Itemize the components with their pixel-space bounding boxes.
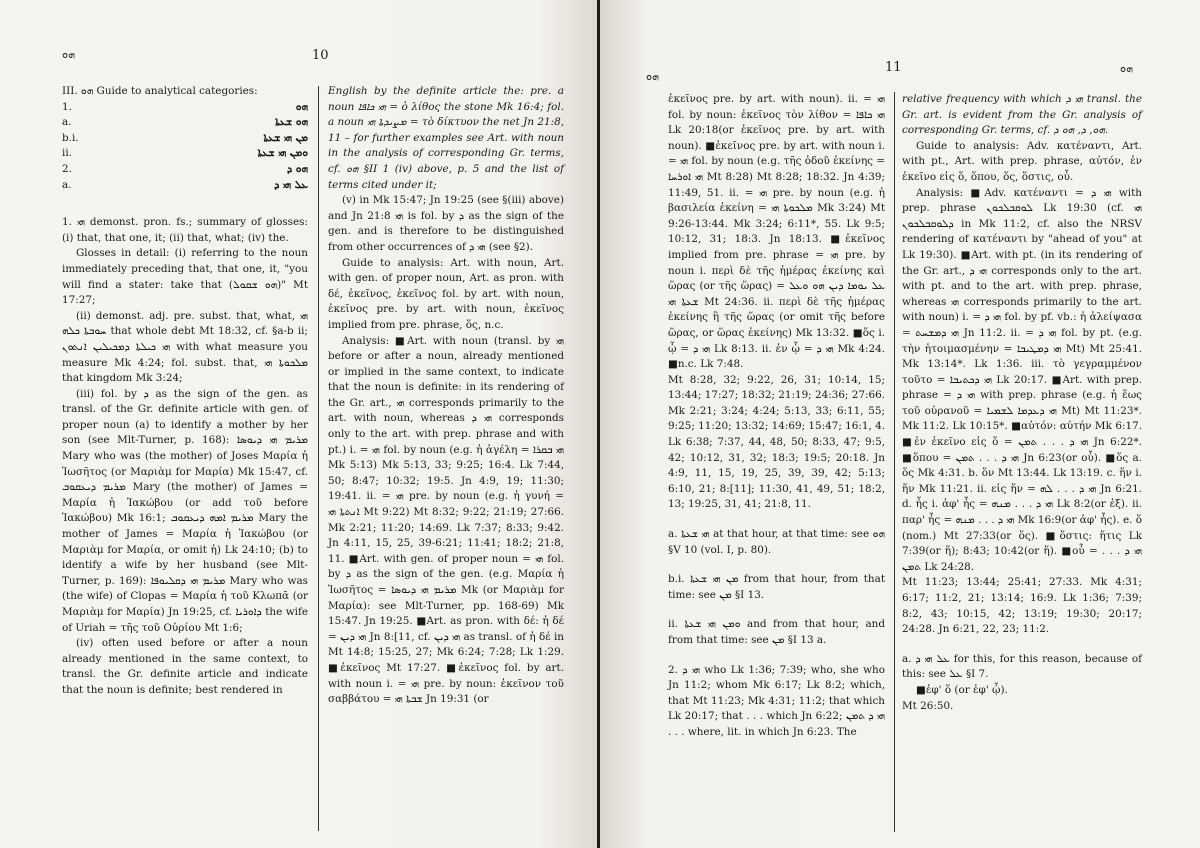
entry-summary: 1. ܗܝ demonst. pron. fs.; summary of glosses: (i) that, that one, it; (ii) that, what; (iv) the. xyxy=(62,216,309,244)
reference-list-2: Mt 11:23; 13:44; 25:41; 27:33. Mk 4:31; 6:17; 11:2, 21; 13:14; 16:9. Lk 1:36; 7:39; 8:2, 43; 10:15, 42; 13:19; 19:30; 20:17; 24:28. Jn 6:21, 22, 23; 11:2. xyxy=(902,576,1142,636)
subentry-2a-refs: Mt 26:50. xyxy=(902,699,954,712)
running-head-right-inner: ܗܘ xyxy=(646,70,660,83)
outline-row: 2. ܗܘ ܕ xyxy=(62,162,308,175)
left-column-2 xyxy=(328,84,564,708)
column-rule-left xyxy=(318,86,319,831)
guide-to-analysis: Guide to analysis: Art. with noun, Art. with gen. of proper noun, Art. as pron. with δέ, ἐκεῖνος, ἐκεῖνος fol. by art. with noun, ἐκεῖνος pre. by art. with noun, ἐκεῖνος implied from pre. phrase, ὅς, n.c. xyxy=(328,256,564,331)
category-outline xyxy=(62,100,308,194)
right-column-2 xyxy=(902,92,1142,714)
glosses-detail-ii: (ii) demonst. adj. pre. subst. that, what, ܗܝ ܚܘܒܬܐ ܟܠܗ that whole debt Mt 18:32, cf. §a-b ii; ܗܝ ܟܝܠܬܐ ܕܡܟܝܠܝܢ ܐܢܬܘܢ with what measure you measure Mk 4:24; fol. subst. that, ܡܠܟܘܬܐ ܗܝ that kingdom Mk 3:24; xyxy=(62,309,308,385)
guide-to-analysis-2: Guide to analysis: Adv. κατέναντι, Art. with pt., Art. with prep. phrase, αὐτόν, ἐν ἐκεῖνο εἰς ὅ, ὅπου, ὅς, ὅστις, οὗ. xyxy=(902,139,1142,183)
right-column-1 xyxy=(668,92,885,741)
outline-row: a. ܗܘ ܫܥܬܐ xyxy=(62,116,308,129)
outline-row: a. ܥܠ ܗܝ ܕ xyxy=(62,178,308,191)
subentry-2a: a. ܥܠ ܗܝ ܕ for this, for this reason, because of this: see ܥܠ §I 7. xyxy=(902,652,1142,681)
analysis-continuation: ἐκεῖνος pre. by art. with noun). ii. = ܗܝ fol. by noun: ἐκεῖνος τὸν λίθον = ܗܝ ܟܐܦܐ Lk 20:18(or ἐκεῖνος pre. by art. with noun). ■ἐκεῖνος pre. by art. with noun i. = ܗܝ fol. by noun (e.g. τῆς ὁδοῦ ἐκείνης = ܗܝ ܐܘܪܚܐ Mt 8:28) Mt 8:28; 18:32. Jn 4:39; 11:49, 51. ii. = ܗܝ pre. by noun (e.g. ἡ βασιλεία ἐκείνη = ܡܠܟܘܬܐ ܗܝ Mk 3:24) Mt 9:26-13:44. Mk 3:24; 6:11*, 55. Lk 9:5; 10:12, 31; 18:3. Jn 18:13. ■ἐκεῖνος implied from pre. phrase = ܗܝ pre. by noun i. περὶ δὲ τῆς ἡμέρας ἐκείνης καὶ ὥρας (or τῆς ὥρας) = ܥܠ ܝܘܡܐ ܕܝܢ ܗܘ ܘܥܠ ܫܥܬܐ ܗܝ Mt 24:36. ii. περὶ δὲ τῆς ἡμέρας ἐκείνης ἢ τῆς ὥρας (or omit τῆς before ὥρας, or ὥρας ἐκείνης) Mk 13:32. ■ὅς i. ᾧ = ܗܝ ܕ Lk 8:13. ii. ἐν ᾧ = ܗܝ ܕ Mk 4:24. ■n.c. Lk 7:48. xyxy=(668,93,886,371)
entry-2: 2. ܗܝ ܕ who Lk 1:36; 7:39; who, she who Jn 11:2; whom Mk 6:17; Lk 8:2; which, that Mt 11:23; Mk 4:31; 11:2; that which Lk 20:17; that . . . which Jn 6:22; ܗܝ ܕ ܬܡܢ . . . where, lit. in which Jn 6:23. The xyxy=(668,663,885,738)
column-rule-right xyxy=(894,92,895,832)
section-heading: III. ܗܘ Guide to analytical categories: xyxy=(62,85,258,97)
subentry-a: a. ܗܝ ܫܥܬܐ at that hour, at that time: see ܗܘ §V 10 (vol. I, p. 80). xyxy=(668,528,885,556)
glosses-detail-v: (v) in Mk 15:47; Jn 19:25 (see §(iii) above) and Jn 21:8 ܗܝ is fol. by ܕ as the sign of the gen. and is therefore to be distinguished from other occurrences of ܗܝ ܕ (see §2). xyxy=(328,194,564,253)
analysis-paragraph-2: Analysis: ■Adv. κατέναντι = ܗܝ ܕ with prep. phrase ܠܘܩܒܠܟܘܢ Lk 19:30 (cf. ܗܝ ܕܠܘܩܒܠܟܘܢ in Mk 11:2, cf. also the NRSV rendering of κατέναντι by "ahead of you" at Lk 19:30). ■Art. with pt. (in its rendering of the Gr. art., ܗܝ ܕ corresponds only to the art. with pt. and to the art. with prep. phrase, whereas ܗܝ corresponds primarily to the art. with noun) i. = ܗܝ ܕ fol. by pf. vb.: ἡ ἀλείψασα = ܗܝ ܕܡܫܚܬ Jn 11:2. ii. = ܗܝ ܕ fol. by pt. (e.g. τὴν ἡτοιμασμένην = ܗܝ ܕܡܛܝܒܐ Mt) Mt 25:41. Mk 13:14*. Lk 1:36. iii. τὸ γεγραμμένον τοῦτο = ܗܝ ܕܟܬܝܒܐ Lk 20:17. ■Art. with prep. phrase = ܗܝ ܕ with prep. phrase (e.g. ἡ ἕως τοῦ οὐρανοῦ = ܗܝ ܕܥܕܡܐ ܠܫܡܝܐ Mt) Mt 11:23*. Mk 11:2. Lk 10:15*. ■αὐτόν: αὐτήν Mk 6:17. ■ἐν ἐκεῖνο εἰς ὅ = ܗܝ ܕ . . . ܬܡܢ Jn 6:22*. ■ὅπου = ܗܝ ܕ . . . ܬܡܢ Jn 6:23(or οὗ). ■ὅς a. ὅς Mk 4:31. b. ὅν Mt 13:44. Lk 13:19. c. ἥν i. ἥν Mk 11:21. ii. εἰς ἥν = ܗܝ ܕ . . . ܠܗ Jn 6:21. d. ἧς i. ἀφ' ἧς = ܗܝ ܕ . . . ܡܢܗ Lk 8:2(or ἐξ). ii. παρ' ἧς = ܗܝ ܕ . . . ܡܢܗ Mk 16:9(or ἀφ' ἧς). e. ὅ (nom.) Mt 27:33(or ὅς). ■ὅστις: ἥτις Lk 7:39(or ἥ); 8:43; 10:42(or ἥ). ■οὗ = ܗܝ ܕ . . . ܬܡܢ Lk 24:28. xyxy=(902,186,1143,573)
subentry-2a-analysis: ■ἐφ' ὅ (or ἐφ' ᾧ). xyxy=(916,683,1008,696)
page-number-left: 10 xyxy=(312,48,329,63)
glosses-detail-i: Glosses in detail: (i) referring to the noun immediately preceding that, that one, it, "you will find a stater: take that (ܗܘ ܫܩܘܠ)" Mt 17:27; xyxy=(62,247,308,307)
left-page xyxy=(0,0,597,848)
gloss-continuation: English by the definite article the: pre. a noun ܗܝ ܟܐܦܐ = ὁ λίθος the stone Mk 16:4; fol. a noun ܡܨܝܕܬܐ ܗܝ = τὸ δίκτυον the net Jn 21:8, 11 – for further examples see Art. with noun in the analysis of corresponding Gr. terms, cf. ܗܘ §II 1 (iv) above, p. 5 and the list of terms cited under it; xyxy=(328,85,564,191)
outline-row: b.i. ܡܢ ܗܝ ܫܥܬܐ xyxy=(62,131,308,144)
left-column-1 xyxy=(62,84,308,699)
subentry-b-ii: ii. ܘܡܢ ܗܝ ܫܥܬܐ and from that hour, and from that time: see ܡܢ §I 13 a. xyxy=(668,618,885,646)
reference-list: Mt 8:28, 32; 9:22, 26, 31; 10:14, 15; 13:44; 17:27; 18:32; 21:19; 24:36; 27:66. Mk 2:21; 3:24; 4:24; 5:13, 33; 6:11, 55; 9:25; 11:20; 13:32; 14:69; 15:47; 16:1, 4. Lk 6:38; 7:37, 44, 48, 50; 8:33, 47; 9:5, 42; 10:12, 31, 32; 18:3; 19:5; 20:18. Jn 4:9, 11, 15, 19, 25, 39, 39, 42; 5:13; 6:10, 21; 8:[11]; 11:30, 41, 49, 51; 18:2, 13; 19:25, 31, 41; 21:8, 11. xyxy=(668,373,885,511)
page-number-right: 11 xyxy=(885,60,902,75)
right-page xyxy=(600,0,1200,848)
glosses-detail-iv: (iv) often used before or after a noun already mentioned in the same context, to transl. the Gr. definite article and indicate that the noun is definite; best rendered in xyxy=(62,637,308,696)
frequency-note: relative frequency with which ܗܝ ܕ transl. the Gr. art. is evident from the Gr. analysis of corresponding Gr. terms, cf. ܗܘ, ܕ, ܗܘ ܕ. xyxy=(902,93,1142,137)
running-head-right-outer: ܗܘ xyxy=(1120,62,1134,75)
outline-row: 1. ܗܘ xyxy=(62,100,308,113)
analysis-paragraph: Analysis: ■Art. with noun (transl. by ܗܝ before or after a noun, already mentioned or implied in the same context, to indicate that the noun is definite: in its rendering of the Gr. art., ܗܝ corresponds primarily to the art. with noun, whereas ܗܝ ܕ corresponds only to the art. with prep. phrase and with pt.) i. = ܗܝ fol. by noun (e.g. ἡ ἀγέλη = ܗܝ ܒܩܪܐ Mk 5:13) Mk 5:13, 33; 9:25; 16:4. Lk 7:44, 50; 8:47; 10:32; 19:5. Jn 4:9, 19; 11:30; 19:41. ii. = ܗܝ pre. by noun (e.g. ἡ γυνή = ܐܢܬܬܐ ܗܝ Mt 9:22) Mt 8:32; 9:22; 21:19; 27:66. Mk 2:21; 11:20; 14:69. Lk 7:37; 8:33; 9:42. Jn 4:11, 15, 25, 39-6:21; 11:41; 18:2; 21:8, 11. ■Art. with gen. of proper noun = ܗܝ fol. by ܕ as the sign of the gen. (e.g. Μαρία ἡ Ἰωσῆτος = ܡܪܝܡ ܗܝ ܕܝܘܣܐ Mk (or Μαριὰμ for Μαρία): see Mlt-Turner, pp. 168-69) Mk 15:47. Jn 19:25. ■Art. as pron. with δέ: ἡ δέ = ܗܝ ܕܝܢ Jn 8:[11, cf. ܗܝ ܕܝܢ as transl. of ἡ δέ in Mt 14:8; 15:25, 27; Mk 6:24; 7:28; Lk 1:29. ■ἐκεῖνος Mt 17:27. ■ἐκεῖνος fol. by art. with noun i. = ܗܝ pre. by noun: ἐκεῖνον τοῦ σαββάτου = ܫܒܬܐ ܗܝ Jn 19:31 (or xyxy=(328,334,565,706)
glosses-detail-iii: (iii) fol. by ܕ as the sign of the gen. as transl. of the Gr. definite article with gen. of proper noun (a) to identify a mother by her son (see Mlt-Turner, p. 168): ܡܪܝܡ ܗܝ ܕܝܘܣܐ Mary who was (the mother) of Joses Μαρία ἡ Ἰωσῆτος (or Μαριὰμ for Μαρία) Mk 15:47, cf. ܡܪܝܡ ܕܝܥܩܘܒ Mary (the mother) of James = Μαρία ἡ Ἰακώβου (or add τοῦ before Ἰακώβου) Mk 16:1; ܡܪܝܡ ܐܡܗ ܕܝܥܩܘܒ Mary the mother of James = Μαρία ἡ Ἰακώβου (or Μαριὰμ for Μαρία, or omit ἡ) Lk 24:10; (b) to identify a wife by her husband (see Mlt-Turner, p. 169): ܡܪܝܡ ܗܝ ܕܩܠܝܘܦܐ Mary who was (the wife) of Clopas = Μαρία ἡ τοῦ Κλωπᾶ (or Μαριὰμ for Μαρία) Jn 19:25, cf. ܕܐܘܪܝܐ the wife of Uriah = τῆς τοῦ Οὐρίου Mt 1:6; xyxy=(62,387,309,634)
outline-row: ii. ܘܡܢ ܗܝ ܫܥܬܐ xyxy=(62,147,308,160)
subentry-b-i: b.i. ܡܢ ܗܝ ܫܥܬܐ from that hour, from that time: see ܡܢ §I 13. xyxy=(668,573,885,601)
running-head-left: ܗܘ xyxy=(62,48,76,61)
